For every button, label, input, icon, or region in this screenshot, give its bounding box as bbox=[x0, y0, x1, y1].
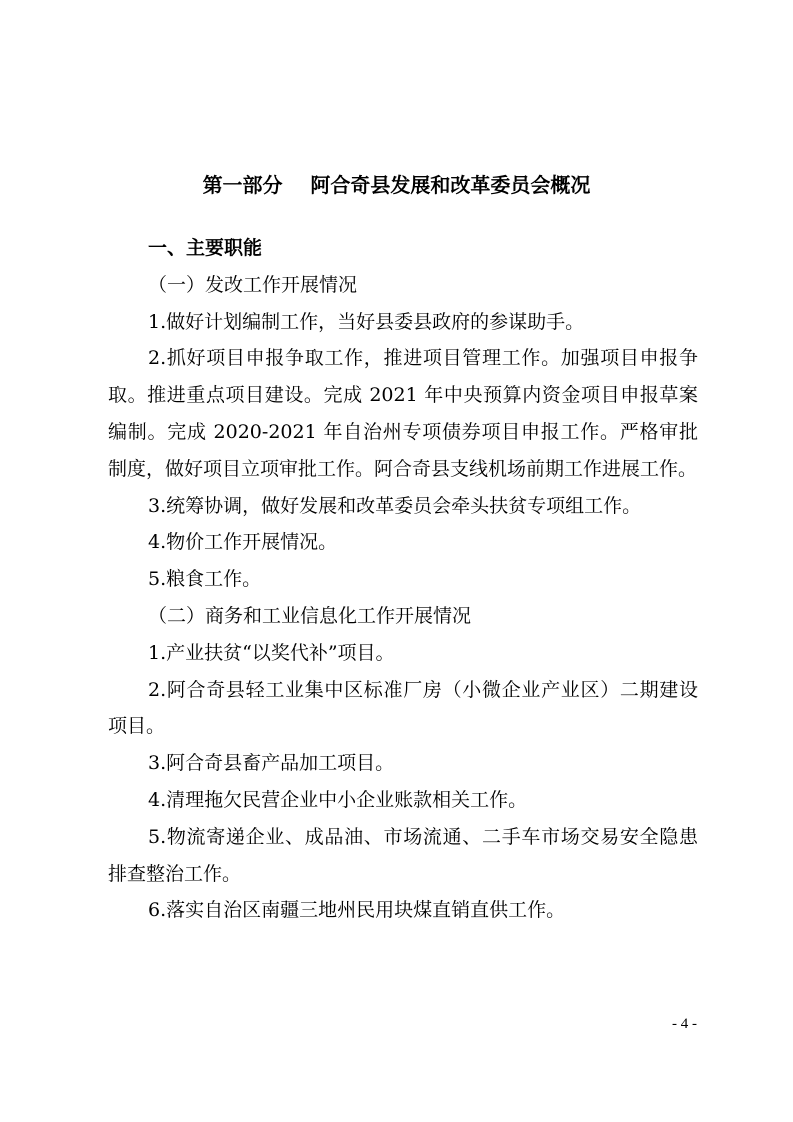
list-item: 1.做好计划编制工作，当好县委县政府的参谋助手。 bbox=[148, 310, 585, 333]
list-item: 2.抓好项目申报争取工作，推进项目管理工作。加强项目申报争取。推进重点项目建设。完成 2021 年中央预算内资金项目申报草案编制。完成 2020-2021 年自治州专项债券项目申报工作。严格审批制度，做好项目立项审批工作。阿合奇县支线机场前期工作进展工作。 bbox=[108, 347, 698, 480]
section-heading: 一、主要职能 bbox=[148, 237, 263, 259]
page-number: - 4 - bbox=[672, 1016, 697, 1032]
document-body bbox=[108, 230, 698, 929]
list-item: 5.物流寄递企业、成品油、市场流通、二手车市场交易安全隐患排查整治工作。 bbox=[108, 825, 698, 885]
list-item: 6.落实自治区南疆三地州民用块煤直销直供工作。 bbox=[148, 899, 566, 922]
page-title: 第一部分 阿合奇县发展和改革委员会概况 bbox=[202, 173, 591, 197]
subsection-heading: （一）发改工作开展情况 bbox=[148, 273, 358, 296]
list-item: 4.物价工作开展情况。 bbox=[148, 531, 338, 554]
list-item: 3.统筹协调，做好发展和改革委员会牵头扶贫专项组工作。 bbox=[148, 494, 642, 517]
subsection-heading: （二）商务和工业信息化工作开展情况 bbox=[148, 604, 472, 627]
list-item: 4.清理拖欠民营企业中小企业账款相关工作。 bbox=[148, 788, 528, 811]
list-item: 1.产业扶贫“以奖代补”项目。 bbox=[148, 641, 395, 664]
list-item: 3.阿合奇县畜产品加工项目。 bbox=[148, 752, 395, 775]
list-item: 5.粮食工作。 bbox=[148, 568, 262, 591]
list-item: 2.阿合奇县轻工业集中区标准厂房（小微企业产业区）二期建设项目。 bbox=[108, 678, 698, 738]
